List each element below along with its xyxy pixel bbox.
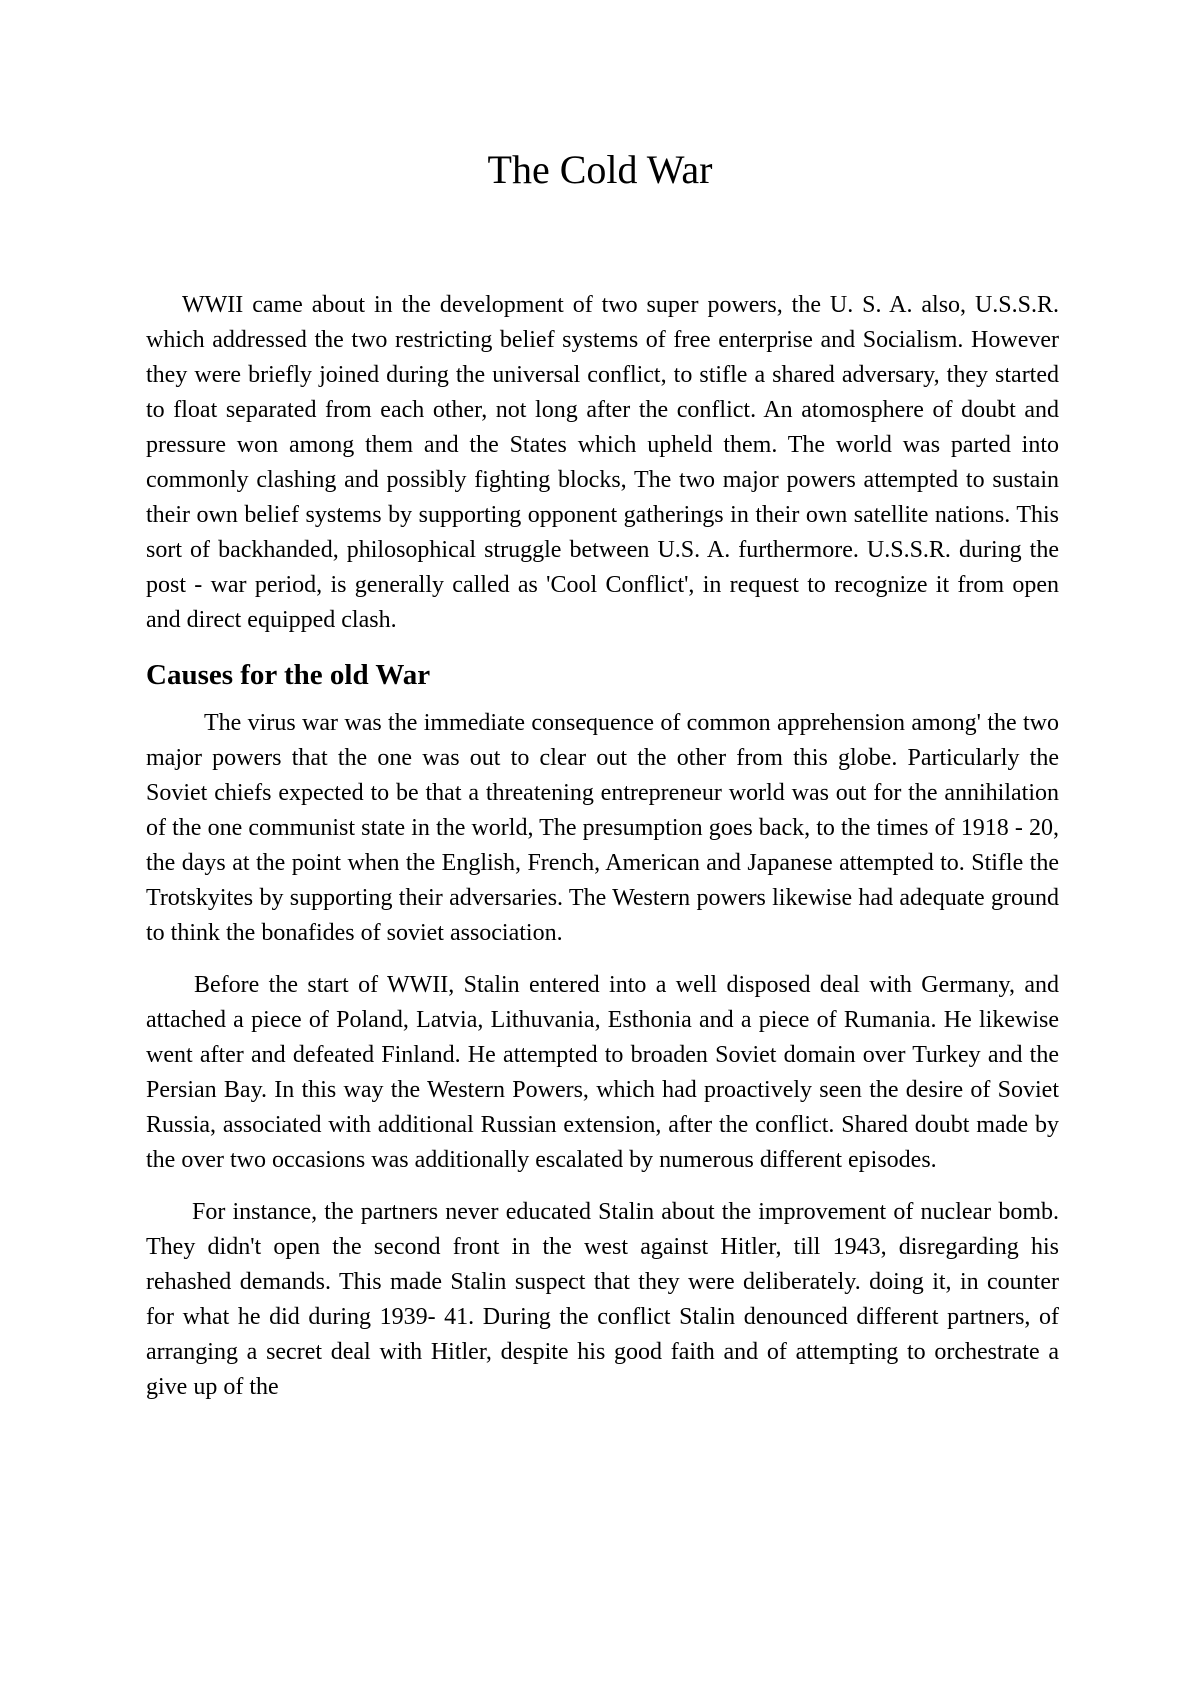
causes-paragraph-2: Before the start of WWII, Stalin entered into a well disposed deal with Germany, and attached a piece of Poland, Latvia, Lithuvania, Esthonia and a piece of Rumania. He likewise went after and defeated Finland. He attempted to broaden Soviet domain over Turkey and the Persian Bay. In this way the Western Powers, which had proactively seen the desire of Soviet Russia, associated with additional Russian extension, after the conflict. Shared doubt made by the over two occasions was additionally escalated by numerous different episodes. xyxy=(146,972,1059,1173)
document-title: The Cold War xyxy=(487,147,713,192)
intro-paragraph: WWII came about in the development of two super powers, the U. S. A. also, U.S.S.R. which addressed the two restricting belief systems of free enterprise and Socialism. However they were briefly joined during the universal conflict, to stifle a shared adversary, they started to float separated from each other, not long after the conflict. An atomosphere of doubt and pressure won among them and the States which upheld them. The world was parted into commonly clashing and possibly fighting blocks, The two major powers attempted to sustain their own belief systems by supporting opponent gatherings in their own satellite nations. This sort of backhanded, philosophical struggle between U.S. A. furthermore. U.S.S.R. during the post - war period, is generally called as 'Cool Conflict', in request to recognize it from open and direct equipped clash. xyxy=(146,292,1059,633)
causes-paragraph-3: For instance, the partners never educated Stalin about the improvement of nuclear bomb. They didn't open the second front in the west against Hitler, till 1943, disregarding his rehashed demands. This made Stalin suspect that they were deliberately. doing it, in counter for what he did during 1939- 41. During the conflict Stalin denounced different partners, of arranging a secret deal with Hitler, despite his good faith and of attempting to orchestrate a give up of the xyxy=(146,1199,1059,1400)
causes-paragraph-1: The virus war was the immediate consequence of common apprehension among' the two major powers that the one was out to clear out the other from this globe. Particularly the Soviet chiefs expected to be that a threatening entrepreneur world was out for the annihilation of the one communist state in the world, The presumption goes back, to the times of 1918 - 20, the days at the point when the English, French, American and Japanese attempted to. Stifle the Trotskyites by supporting their adversaries. The Western powers likewise had adequate ground to think the bonafides of soviet association. xyxy=(146,710,1059,946)
document-body xyxy=(146,288,1059,1422)
section-heading-causes: Causes for the old War xyxy=(146,659,431,691)
